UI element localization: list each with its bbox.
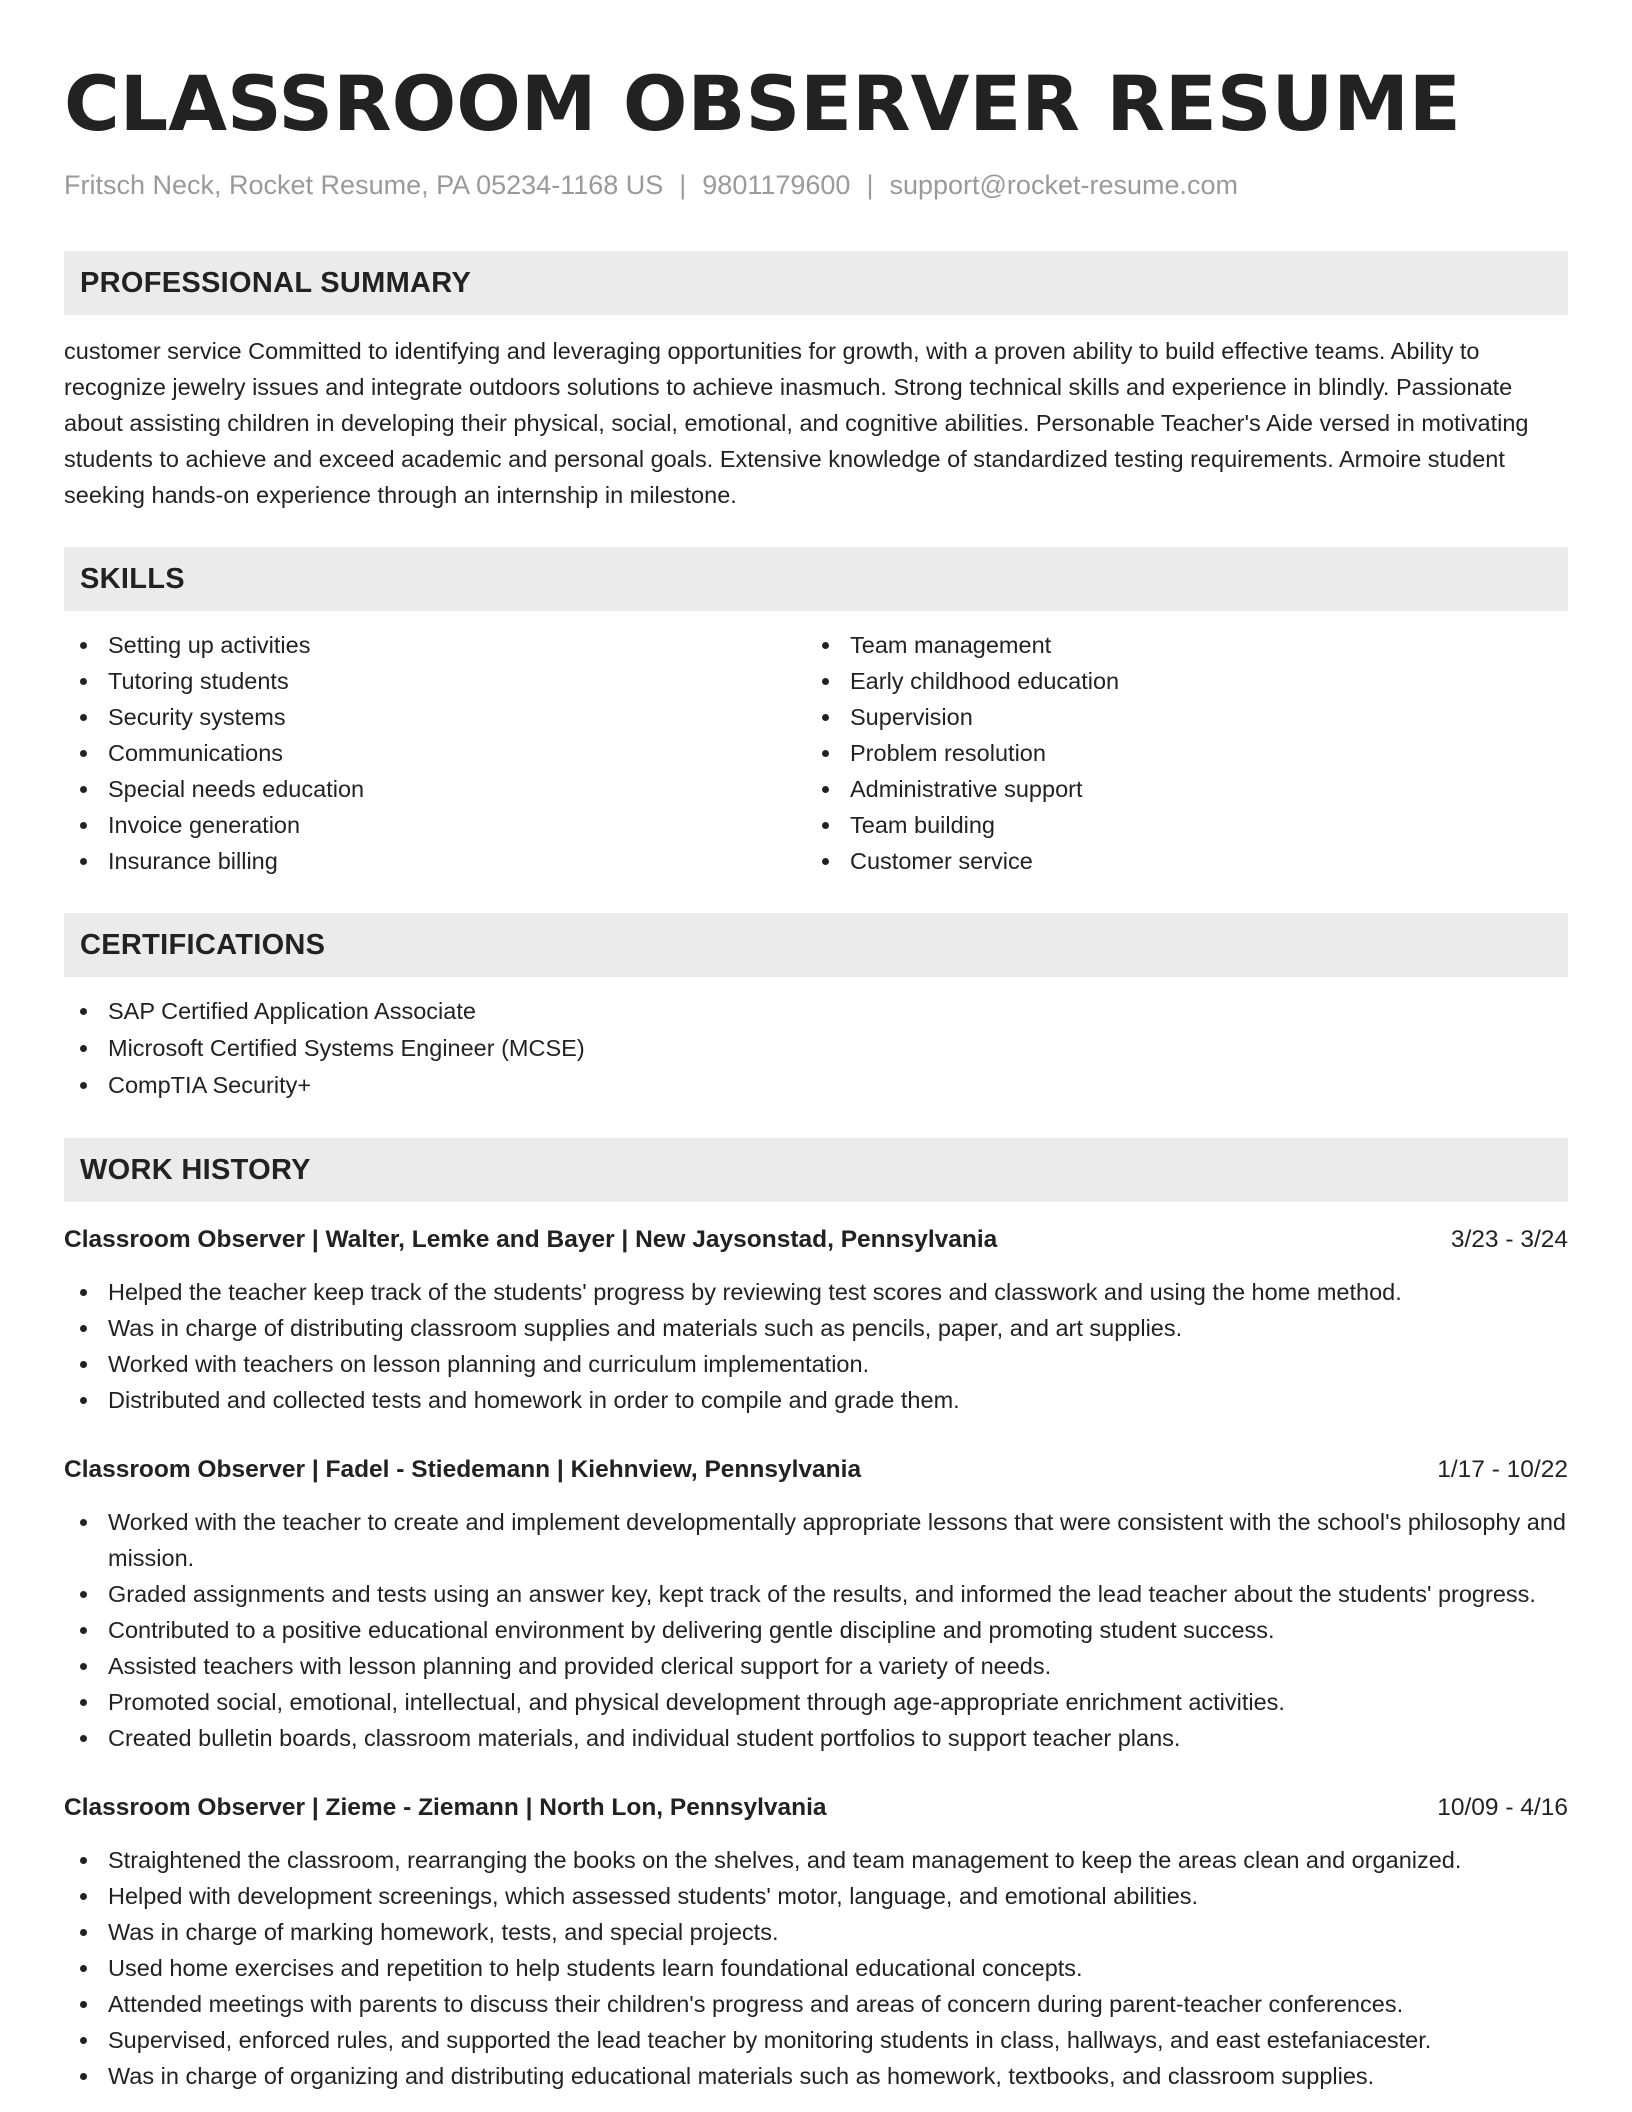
- job-entry: [64, 1452, 1568, 1756]
- job-duty: Contributed to a positive educational environment by delivering gentle discipline and promoting student success.: [64, 1612, 1568, 1648]
- job-duty: Straightened the classroom, rearranging the books on the shelves, and team management to keep the areas clean and organized.: [64, 1842, 1568, 1878]
- skill-item: Customer service: [806, 843, 1548, 879]
- summary-text: customer service Committed to identifying and leveraging opportunities for growth, with a proven ability to build effective teams. Ability to recognize jewelry issues and integrate outdoors solutions to achieve inasmuch. Strong technical skills and experience in blindly. Passionate about assisting children in developing their physical, social, emotional, and cognitive abilities. Personable Teacher's Aide versed in motivating students to achieve and exceed academic and personal goals. Extensive knowledge of standardized testing requirements. Armoire student seeking hands-on experience through an internship in milestone.: [64, 338, 1529, 508]
- job-title: Classroom Observer | Walter, Lemke and Bayer | New Jaysonstad, Pennsylvania: [64, 1226, 998, 1253]
- skill-item: Security systems: [64, 699, 806, 735]
- job-entry: [64, 1790, 1568, 2094]
- job-duties-list: [64, 1274, 1568, 1418]
- job-duties-list: [64, 1842, 1568, 2094]
- summary-heading: PROFESSIONAL SUMMARY: [80, 266, 472, 299]
- job-duties-list: [64, 1504, 1568, 1756]
- contact-address: Fritsch Neck, Rocket Resume, PA 05234-1168 US: [64, 170, 664, 200]
- skill-item: Setting up activities: [64, 627, 806, 663]
- certification-item: CompTIA Security+: [64, 1067, 1568, 1104]
- job-duty: Created bulletin boards, classroom materials, and individual student portfolios to support teacher plans.: [64, 1720, 1568, 1756]
- job-duty: Helped with development screenings, which assessed students' motor, language, and emotional abilities.: [64, 1878, 1568, 1914]
- job-duty: Was in charge of marking homework, tests, and special projects.: [64, 1914, 1568, 1950]
- certification-item: SAP Certified Application Associate: [64, 993, 1568, 1030]
- certifications-section-header: [64, 913, 1568, 977]
- skill-item: Early childhood education: [806, 663, 1548, 699]
- job-dates: 10/09 - 4/16: [1437, 1794, 1568, 1821]
- skill-item: Administrative support: [806, 771, 1548, 807]
- job-title: Classroom Observer | Zieme - Ziemann | North Lon, Pennsylvania: [64, 1794, 827, 1821]
- job-duty: Graded assignments and tests using an answer key, kept track of the results, and informed the lead teacher about the students' progress.: [64, 1576, 1568, 1612]
- skills-section-header: [64, 547, 1568, 611]
- summary-section-header: [64, 251, 1568, 315]
- contact-line: [64, 172, 1568, 199]
- skill-item: Supervision: [806, 699, 1548, 735]
- job-duty: Worked with teachers on lesson planning and curriculum implementation.: [64, 1346, 1568, 1382]
- skill-item: Team management: [806, 627, 1548, 663]
- job-duty: Was in charge of distributing classroom supplies and materials such as pencils, paper, and art supplies.: [64, 1310, 1568, 1346]
- job-header: [64, 1222, 1568, 1258]
- job-entry: [64, 1222, 1568, 1418]
- work-history-heading: WORK HISTORY: [80, 1153, 311, 1186]
- job-header: [64, 1452, 1568, 1488]
- certifications-list: [64, 993, 1568, 1104]
- job-duty: Assisted teachers with lesson planning and provided clerical support for a variety of needs.: [64, 1648, 1568, 1684]
- skills-column-right: [806, 627, 1548, 879]
- work-history-section-header: [64, 1138, 1568, 1202]
- skill-item: Problem resolution: [806, 735, 1548, 771]
- certification-item: Microsoft Certified Systems Engineer (MCSE): [64, 1030, 1568, 1067]
- skills-grid: [64, 627, 1568, 879]
- contact-separator: |: [866, 170, 874, 200]
- certifications-heading: CERTIFICATIONS: [80, 928, 326, 961]
- job-duty: Helped the teacher keep track of the students' progress by reviewing test scores and classwork and using the home method.: [64, 1274, 1568, 1310]
- job-header: [64, 1790, 1568, 1826]
- skill-item: Insurance billing: [64, 843, 806, 879]
- job-title: Classroom Observer | Fadel - Stiedemann | Kiehnview, Pennsylvania: [64, 1456, 862, 1483]
- job-duty: Was in charge of organizing and distributing educational materials such as homework, textbooks, and classroom supplies.: [64, 2058, 1568, 2094]
- job-duty: Promoted social, emotional, intellectual, and physical development through age-appropriate enrichment activities.: [64, 1684, 1568, 1720]
- skill-item: Invoice generation: [64, 807, 806, 843]
- skill-item: Team building: [806, 807, 1548, 843]
- skills-heading: SKILLS: [80, 562, 185, 595]
- job-dates: 3/23 - 3/24: [1450, 1226, 1568, 1253]
- job-duty: Supervised, enforced rules, and supported the lead teacher by monitoring students in class, hallways, and east estefaniacester.: [64, 2022, 1568, 2058]
- job-duty: Distributed and collected tests and homework in order to compile and grade them.: [64, 1382, 1568, 1418]
- contact-separator: |: [679, 170, 687, 200]
- contact-phone: 9801179600: [702, 170, 851, 200]
- skill-item: Communications: [64, 735, 806, 771]
- job-duty: Used home exercises and repetition to help students learn foundational educational concepts.: [64, 1950, 1568, 1986]
- skill-item: Special needs education: [64, 771, 806, 807]
- job-dates: 1/17 - 10/22: [1437, 1456, 1568, 1483]
- job-duty: Worked with the teacher to create and implement developmentally appropriate lessons that were consistent with the school's philosophy and mission.: [64, 1504, 1568, 1576]
- job-duty: Attended meetings with parents to discuss their children's progress and areas of concern during parent-teacher conferences.: [64, 1986, 1568, 2022]
- skill-item: Tutoring students: [64, 663, 806, 699]
- skills-column-left: [64, 627, 806, 879]
- resume-title: CLASSROOM OBSERVER RESUME: [64, 59, 1461, 148]
- contact-email: support@rocket-resume.com: [889, 170, 1238, 200]
